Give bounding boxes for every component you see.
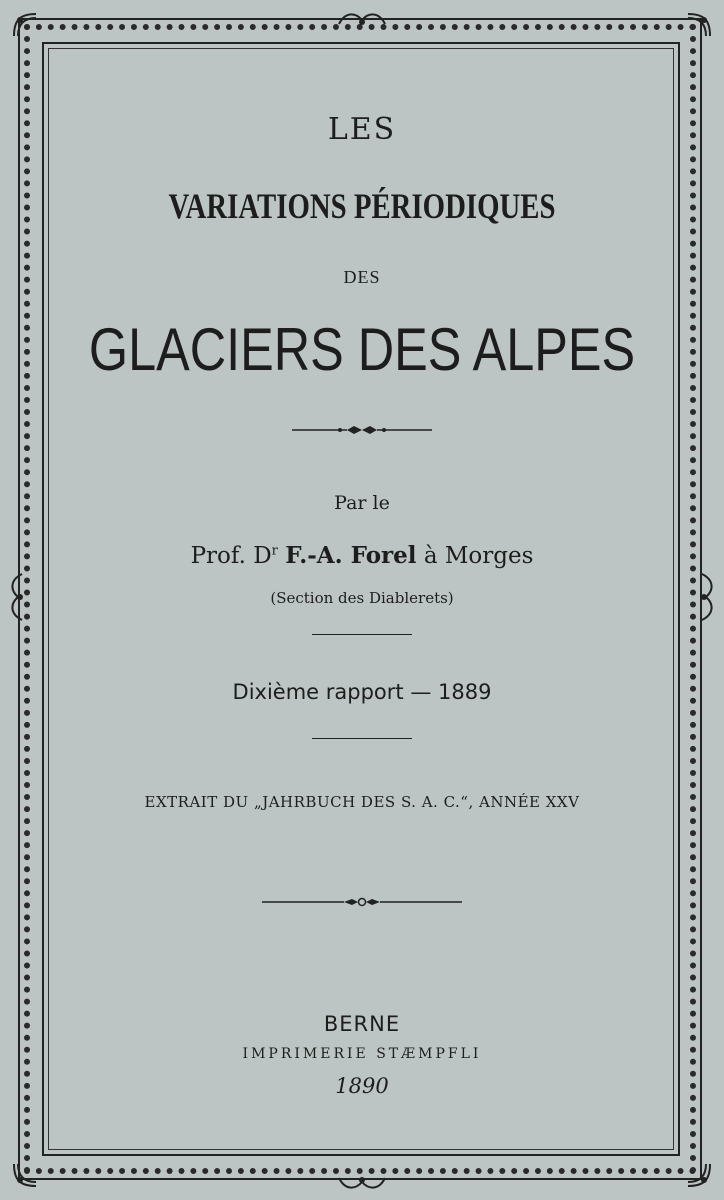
ornamental-divider: [292, 422, 432, 438]
author-name: F.-A. Forel: [285, 542, 417, 569]
corner-ornament-top-right: [684, 10, 714, 40]
imprint-printer: IMPRIMERIE STÆMPFLI: [242, 1046, 482, 1062]
title-les: LES: [327, 112, 397, 147]
byline-par: Par le: [334, 492, 390, 514]
author-prefix: Prof. D: [190, 543, 272, 569]
ornamental-divider: [262, 894, 462, 910]
extract-note: EXTRAIT DU „JAHRBUCH DES S. A. C.“, ANNÉE XXV: [144, 793, 580, 811]
title-variations: VARIATIONS PÉRIODIQUES: [168, 186, 556, 226]
author-prefix-sup: r: [271, 543, 278, 559]
bottom-flourish: [335, 1172, 389, 1194]
imprint-city: BERNE: [323, 1012, 401, 1036]
title-glaciers: GLACIERS DES ALPES: [88, 316, 636, 383]
byline-author: [0, 542, 724, 569]
rule-divider: [312, 634, 412, 635]
corner-ornament-bottom-left: [10, 1160, 40, 1190]
report-number: Dixième rapport — 1889: [232, 680, 492, 704]
imprint-year: 1890: [335, 1074, 389, 1098]
corner-ornament-top-left: [10, 10, 40, 40]
top-flourish: [335, 8, 389, 30]
rule-divider: [312, 738, 412, 739]
title-des: DES: [343, 267, 381, 287]
byline-section: (Section des Diablerets): [270, 589, 454, 607]
author-suffix: à Morges: [416, 543, 534, 569]
corner-ornament-bottom-right: [684, 1160, 714, 1190]
